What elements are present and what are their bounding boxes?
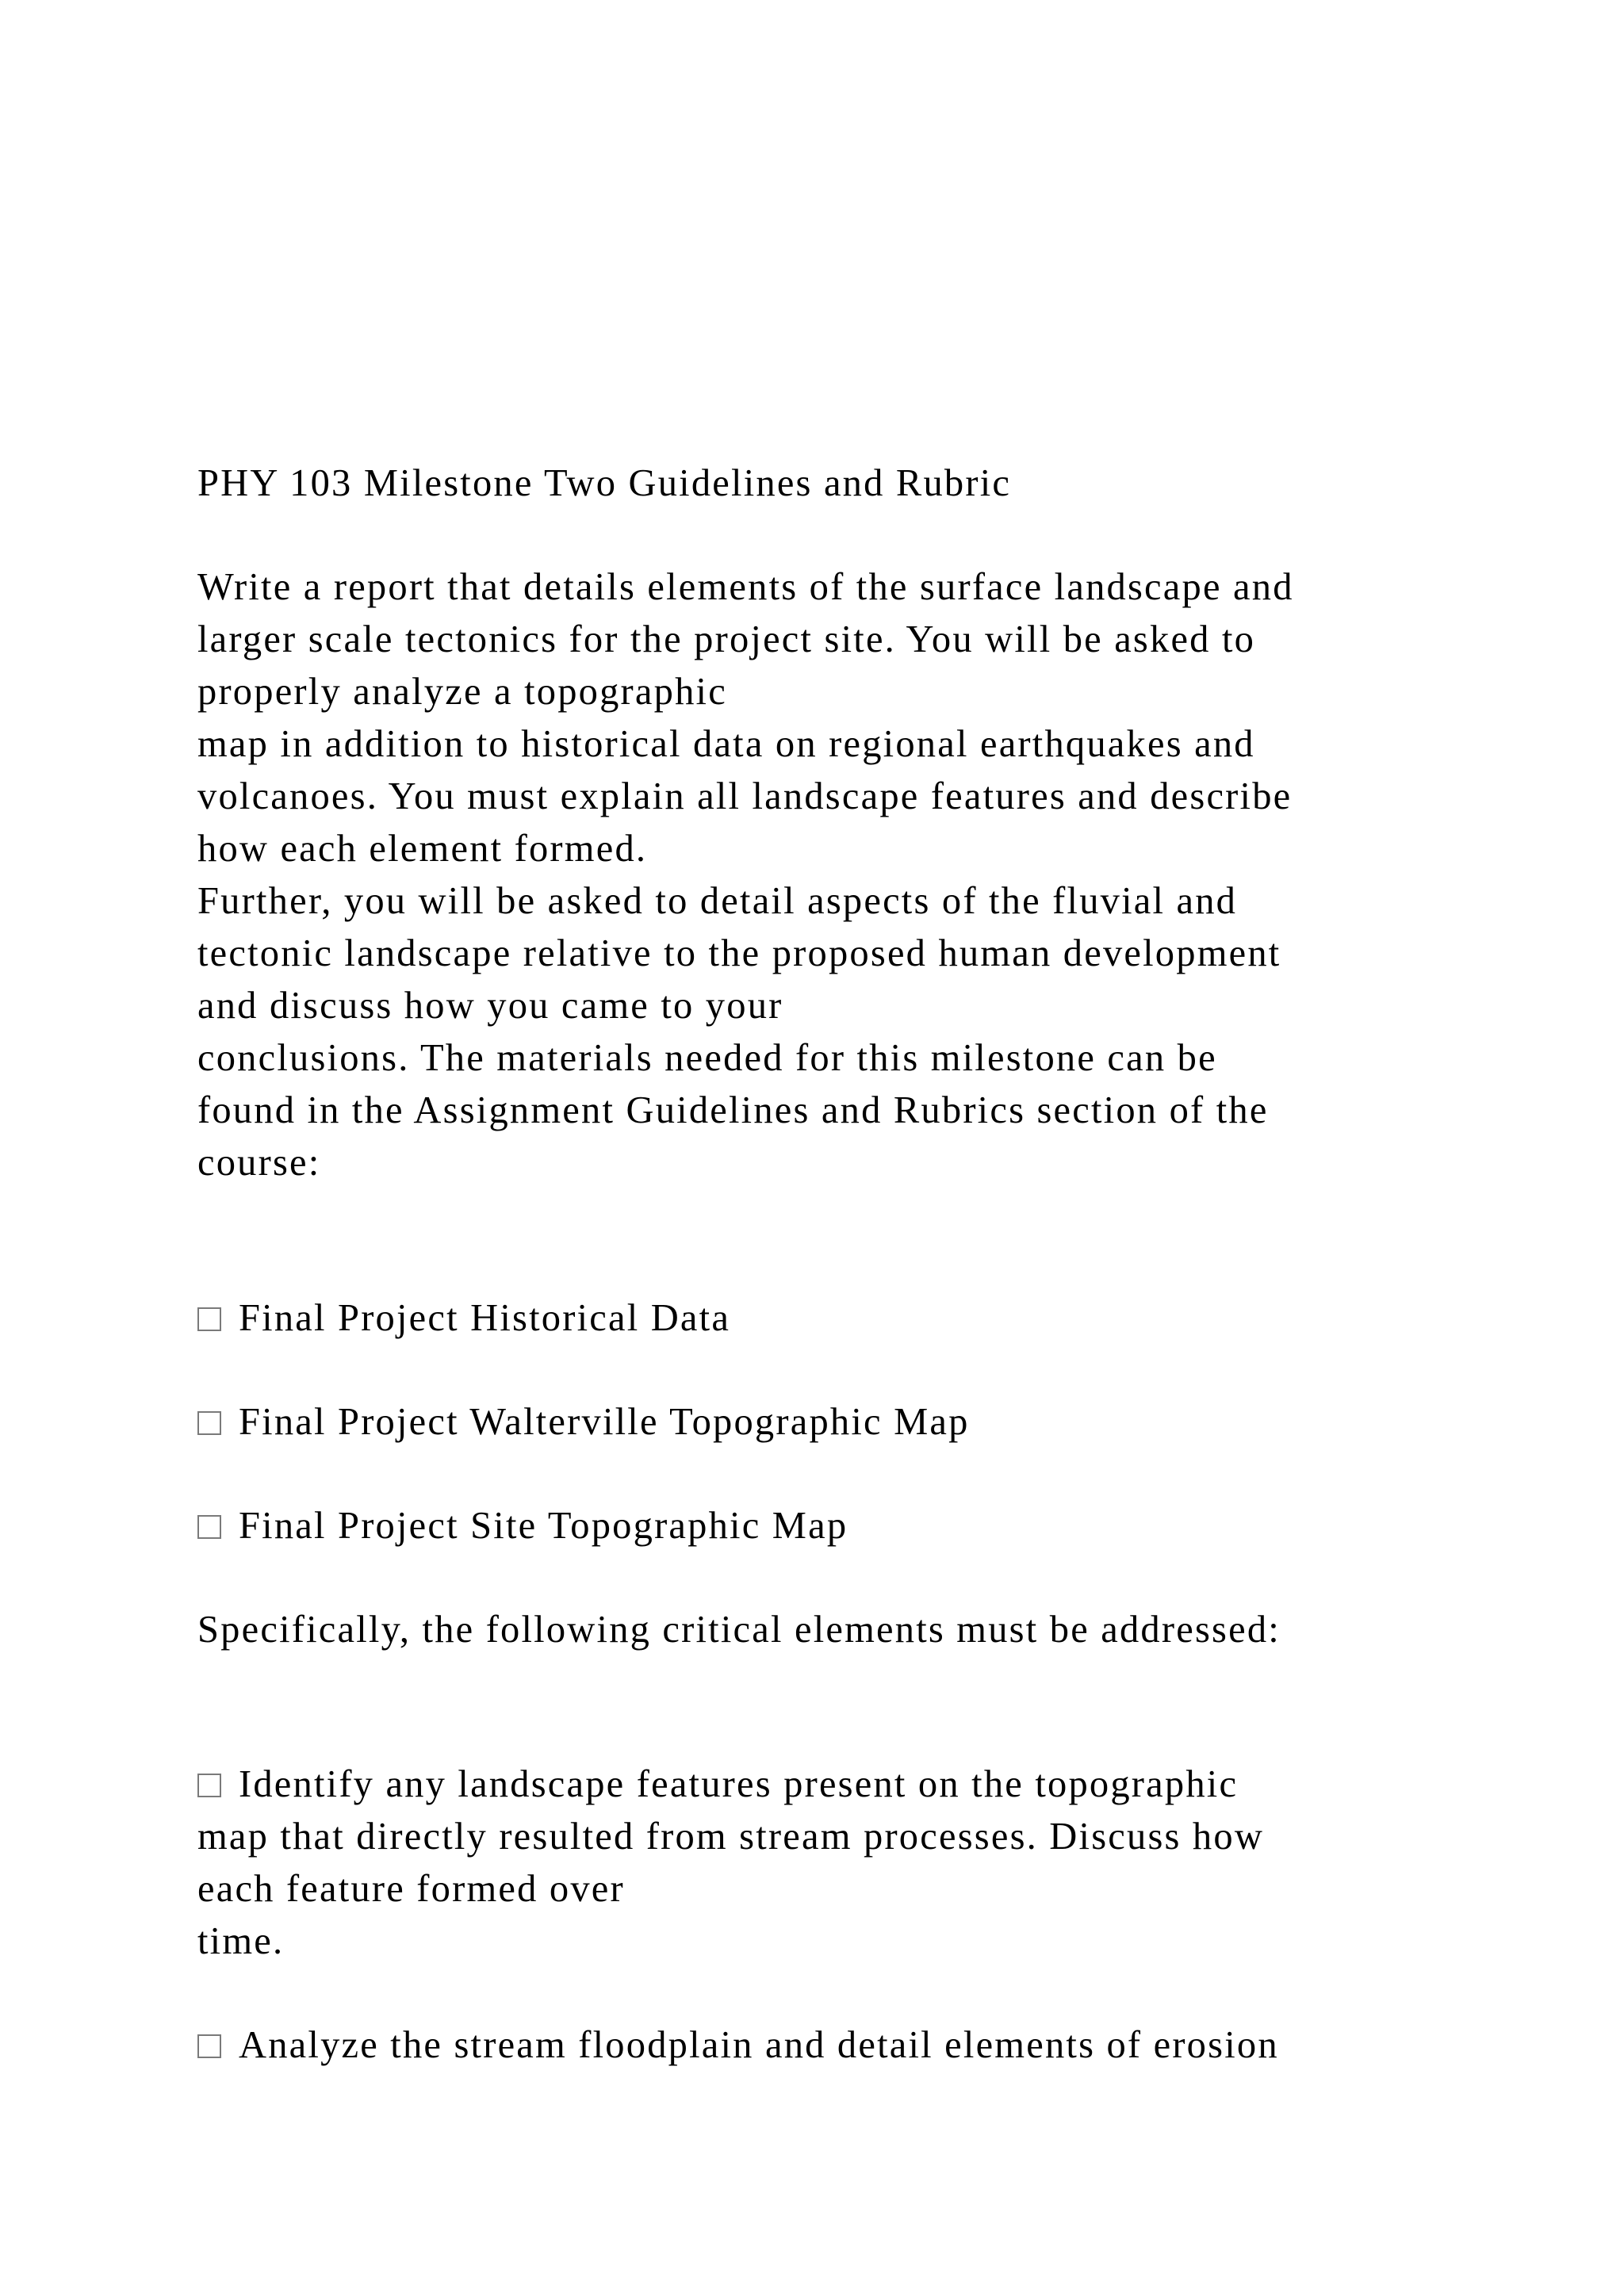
intro-line: volcanoes. You must explain all landscape features and describe xyxy=(197,775,1293,817)
critical-element-1 xyxy=(197,1758,1514,1968)
critical-element-line: map that directly resulted from stream processes. Discuss how xyxy=(197,1816,1265,1858)
intro-line: how each element formed. xyxy=(197,828,648,870)
intro-line: tectonic landscape relative to the proposed human development xyxy=(197,932,1281,974)
missing-glyph-box-icon xyxy=(197,1515,221,1539)
materials-item-1 xyxy=(197,1292,1514,1345)
critical-element-2 xyxy=(197,2019,1514,2072)
critical-element-line: Analyze the stream floodplain and detail elements of erosion xyxy=(239,2024,1279,2066)
critical-element-line: time. xyxy=(197,1920,285,1962)
intro-line: found in the Assignment Guidelines and Rubrics section of the xyxy=(197,1089,1269,1131)
missing-glyph-box-icon xyxy=(197,1411,221,1435)
missing-glyph-box-icon xyxy=(197,1307,221,1331)
critical-elements-intro: Specifically, the following critical elements must be addressed: xyxy=(197,1609,1281,1651)
intro-line: conclusions. The materials needed for this milestone can be xyxy=(197,1037,1217,1079)
critical-element-line: Identify any landscape features present on the topographic xyxy=(239,1763,1239,1805)
intro-paragraph xyxy=(197,561,1514,1189)
document-title: PHY 103 Milestone Two Guidelines and Rubric xyxy=(197,462,1012,504)
intro-line: larger scale tectonics for the project site. You will be asked to xyxy=(197,618,1256,660)
materials-item-label: Final Project Historical Data xyxy=(239,1297,731,1339)
intro-line: course: xyxy=(197,1142,321,1184)
intro-line: and discuss how you came to your xyxy=(197,985,783,1027)
materials-item-label: Final Project Site Topographic Map xyxy=(239,1505,848,1547)
critical-element-line: each feature formed over xyxy=(197,1868,625,1910)
materials-item-label: Final Project Walterville Topographic Map xyxy=(239,1401,970,1443)
intro-line: Write a report that details elements of the surface landscape and xyxy=(197,566,1294,608)
intro-line: map in addition to historical data on regional earthquakes and xyxy=(197,723,1255,765)
intro-line: Further, you will be asked to detail aspects of the fluvial and xyxy=(197,880,1238,922)
missing-glyph-box-icon xyxy=(197,1774,221,1797)
materials-item-2 xyxy=(197,1396,1514,1448)
materials-item-3 xyxy=(197,1500,1514,1552)
missing-glyph-box-icon xyxy=(197,2034,221,2058)
intro-line: properly analyze a topographic xyxy=(197,671,727,713)
